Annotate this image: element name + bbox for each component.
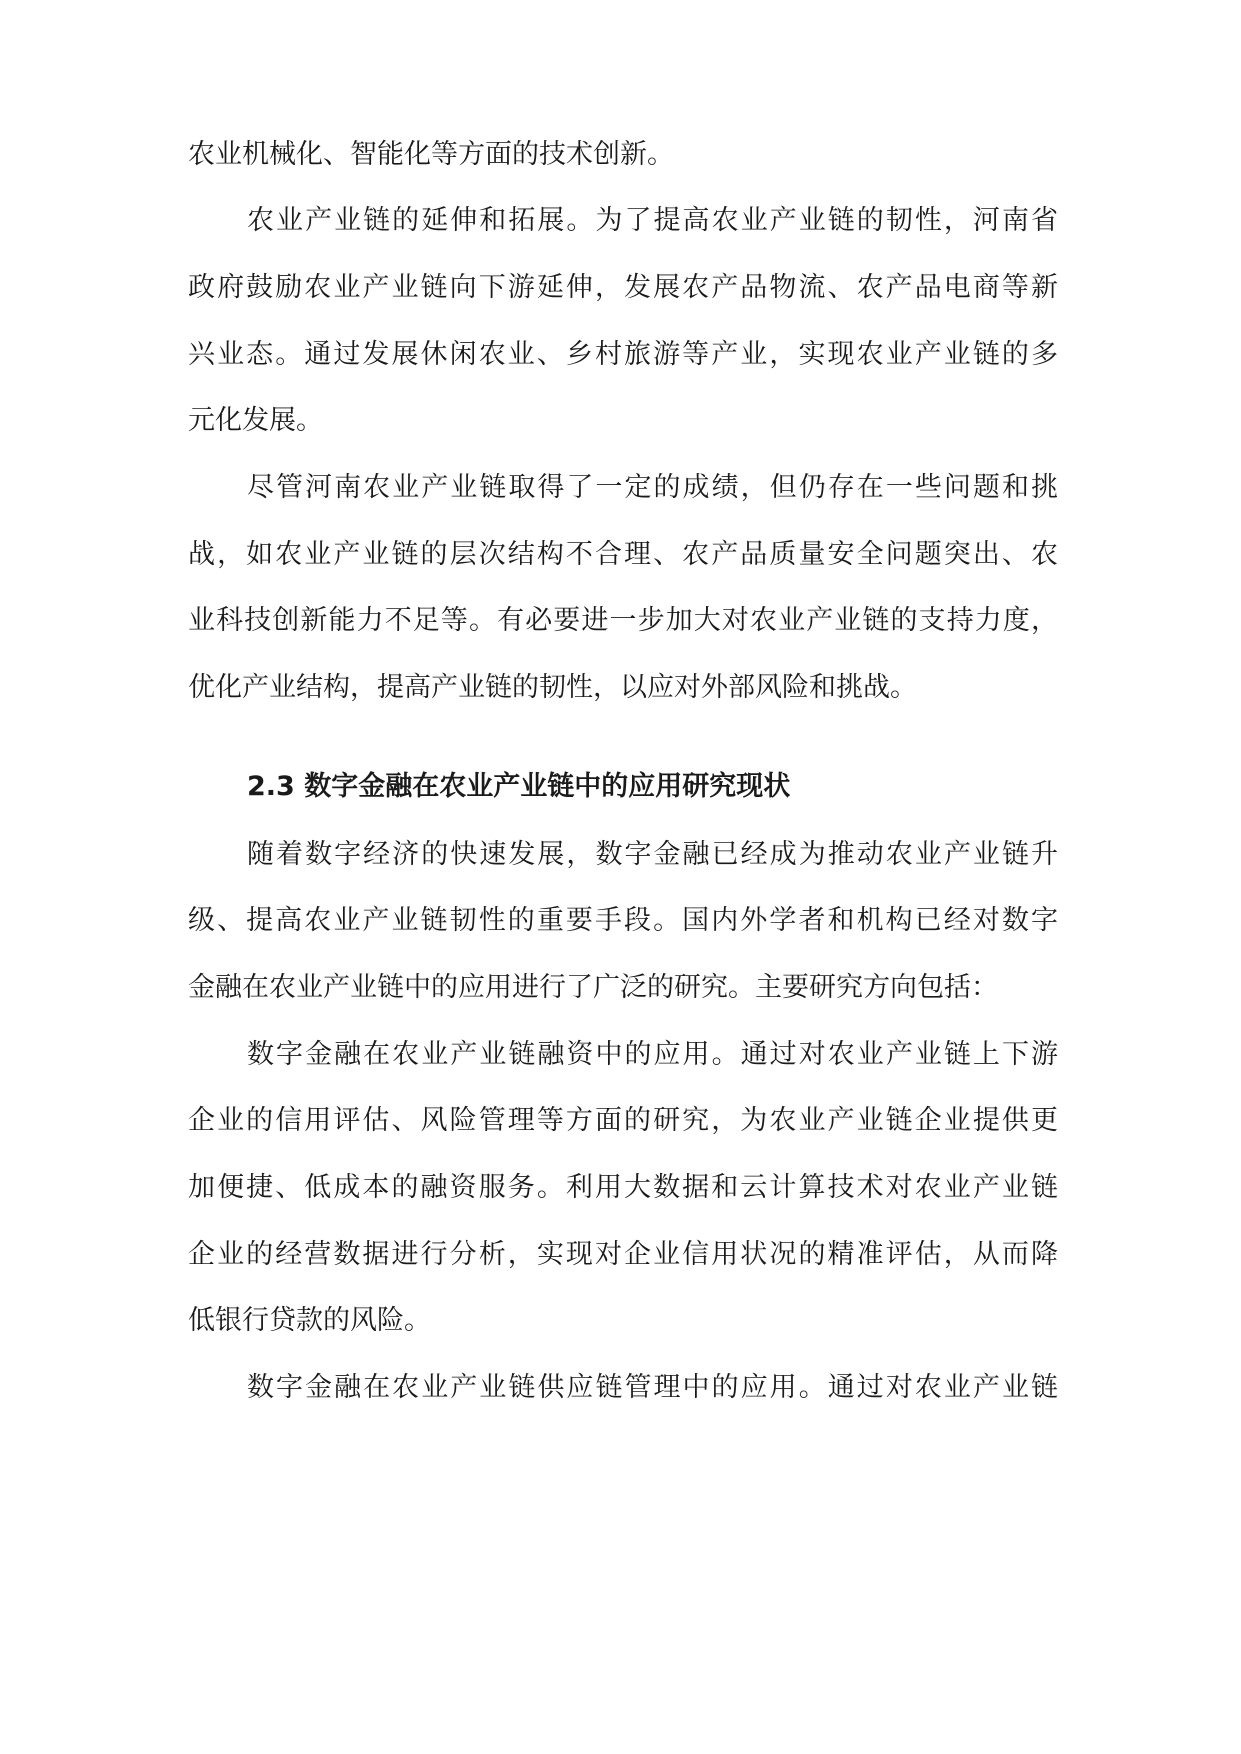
section-heading: 2.3 数字金融在农业产业链中的应用研究现状 — [247, 771, 791, 802]
text-line: 优化产业结构，提高产业链的韧性，以应对外部风险和挑战。 — [188, 672, 917, 703]
text-line: 企业的经营数据进行分析，实现对企业信用状况的精准评估，从而降 — [188, 1239, 1058, 1270]
text-line: 业科技创新能力不足等。有必要进一步加大对农业产业链的支持力度， — [188, 605, 1058, 636]
text-line: 战，如农业产业链的层次结构不合理、农产品质量安全问题突出、农 — [188, 539, 1058, 570]
text-line: 政府鼓励农业产业链向下游延伸，发展农产品物流、农产品电商等新 — [188, 272, 1058, 303]
paragraph-first-line: 随着数字经济的快速发展，数字金融已经成为推动农业产业链升 — [247, 839, 1058, 870]
text-line: 农业机械化、智能化等方面的技术创新。 — [188, 139, 674, 170]
text-line: 级、提高农业产业链韧性的重要手段。国内外学者和机构已经对数字 — [188, 905, 1058, 936]
text-line: 金融在农业产业链中的应用进行了广泛的研究。主要研究方向包括： — [188, 972, 998, 1003]
paragraph-first-line: 尽管河南农业产业链取得了一定的成绩，但仍存在一些问题和挑 — [247, 472, 1058, 503]
text-line: 低银行贷款的风险。 — [188, 1305, 431, 1336]
text-line: 加便捷、低成本的融资服务。利用大数据和云计算技术对农业产业链 — [188, 1172, 1058, 1203]
text-line: 企业的信用评估、风险管理等方面的研究，为农业产业链企业提供更 — [188, 1105, 1058, 1136]
paragraph-first-line: 数字金融在农业产业链融资中的应用。通过对农业产业链上下游 — [247, 1039, 1058, 1070]
text-line: 兴业态。通过发展休闲农业、乡村旅游等产业，实现农业产业链的多 — [188, 339, 1058, 370]
text-line: 元化发展。 — [188, 405, 323, 436]
paragraph-first-line: 农业产业链的延伸和拓展。为了提高农业产业链的韧性，河南省 — [247, 205, 1058, 236]
paragraph-first-line: 数字金融在农业产业链供应链管理中的应用。通过对农业产业链 — [247, 1372, 1058, 1403]
